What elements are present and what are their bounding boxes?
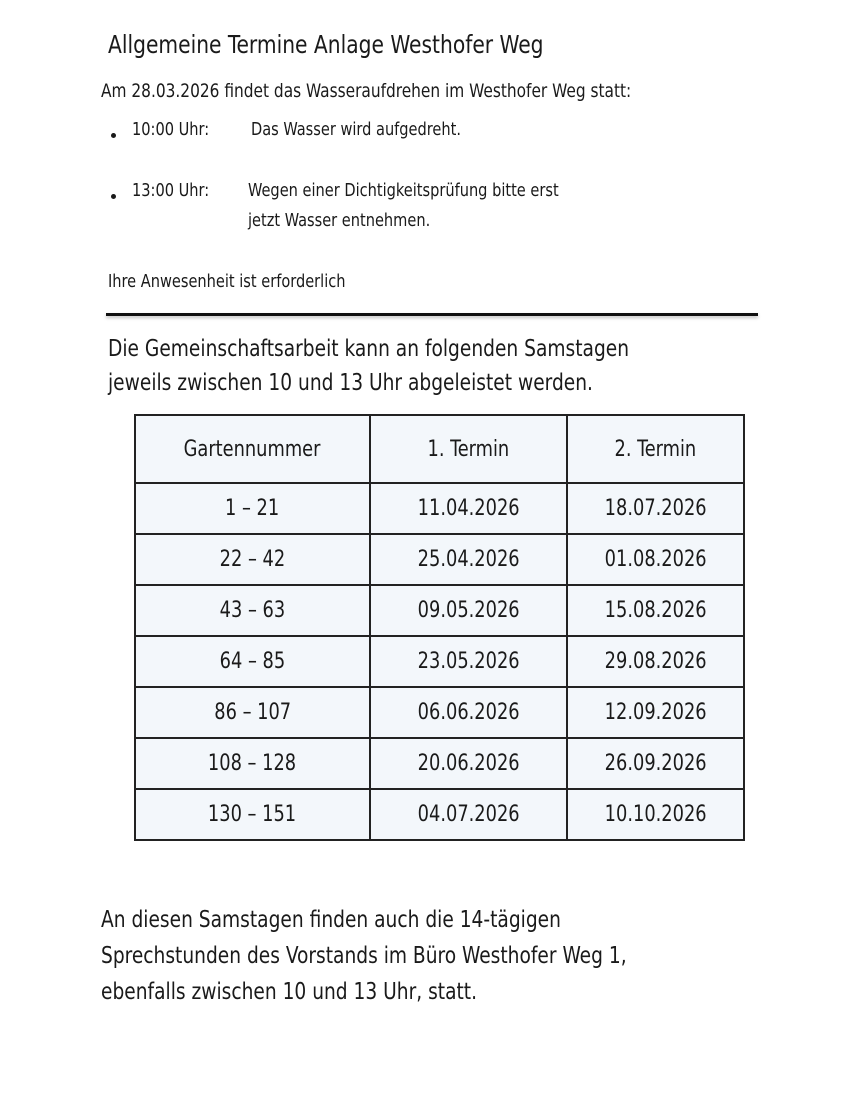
bullet-icon — [111, 133, 116, 138]
cell-termin-2: 18.07.2026 — [567, 483, 744, 534]
table-row — [135, 738, 744, 789]
cell-termin-1: 06.06.2026 — [370, 687, 567, 738]
cell-gartennummer: 43 – 63 — [135, 585, 370, 636]
cell-termin-1: 11.04.2026 — [370, 483, 567, 534]
cell-termin-1: 20.06.2026 — [370, 738, 567, 789]
cell-gartennummer: 130 – 151 — [135, 789, 370, 840]
cell-termin-1: 25.04.2026 — [370, 534, 567, 585]
table-row — [135, 534, 744, 585]
bullet-text: Das Wasser wird aufgedreht. — [251, 119, 461, 140]
cell-termin-1: 04.07.2026 — [370, 789, 567, 840]
page-title: Allgemeine Termine Anlage Westhofer Weg — [108, 30, 544, 59]
cell-gartennummer: 64 – 85 — [135, 636, 370, 687]
cell-termin-2: 10.10.2026 — [567, 789, 744, 840]
office-hours-line: Sprechstunden des Vorstands im Büro Westhofer Weg 1, — [101, 943, 627, 969]
table-header-row — [135, 415, 744, 483]
community-work-line: Die Gemeinschaftsarbeit kann an folgenden Samstagen — [108, 336, 630, 362]
bullet-text: Wegen einer Dichtigkeitsprüfung bitte erst — [248, 180, 559, 201]
horizontal-divider — [106, 313, 758, 316]
schedule-table — [134, 414, 745, 841]
cell-gartennummer: 1 – 21 — [135, 483, 370, 534]
cell-gartennummer: 108 – 128 — [135, 738, 370, 789]
table-row — [135, 789, 744, 840]
community-work-line: jeweils zwischen 10 und 13 Uhr abgeleistet werden. — [108, 370, 593, 396]
cell-termin-1: 09.05.2026 — [370, 585, 567, 636]
header-termin-1: 1. Termin — [370, 415, 567, 483]
cell-gartennummer: 22 – 42 — [135, 534, 370, 585]
header-gartennummer: Gartennummer — [135, 415, 370, 483]
bullet-time: 10:00 Uhr: — [132, 119, 210, 140]
cell-termin-2: 26.09.2026 — [567, 738, 744, 789]
cell-termin-2: 01.08.2026 — [567, 534, 744, 585]
intro-text: Am 28.03.2026 findet das Wasseraufdrehen im Westhofer Weg statt: — [101, 80, 632, 102]
office-hours-line: An diesen Samstagen finden auch die 14-tägigen — [101, 907, 561, 933]
community-work-text — [108, 332, 792, 400]
office-hours-line: ebenfalls zwischen 10 und 13 Uhr, statt. — [101, 979, 477, 1005]
header-termin-2: 2. Termin — [567, 415, 744, 483]
attendance-note: Ihre Anwesenheit ist erforderlich — [108, 271, 346, 292]
bullet-icon — [111, 194, 116, 199]
office-hours-text — [101, 902, 785, 1010]
cell-termin-1: 23.05.2026 — [370, 636, 567, 687]
table-row — [135, 636, 744, 687]
cell-termin-2: 15.08.2026 — [567, 585, 744, 636]
bullet-time: 13:00 Uhr: — [132, 180, 210, 201]
cell-gartennummer: 86 – 107 — [135, 687, 370, 738]
table-row — [135, 585, 744, 636]
cell-termin-2: 12.09.2026 — [567, 687, 744, 738]
cell-termin-2: 29.08.2026 — [567, 636, 744, 687]
table-row — [135, 687, 744, 738]
table-row — [135, 483, 744, 534]
bullet-text-continued: jetzt Wasser entnehmen. — [248, 210, 431, 231]
